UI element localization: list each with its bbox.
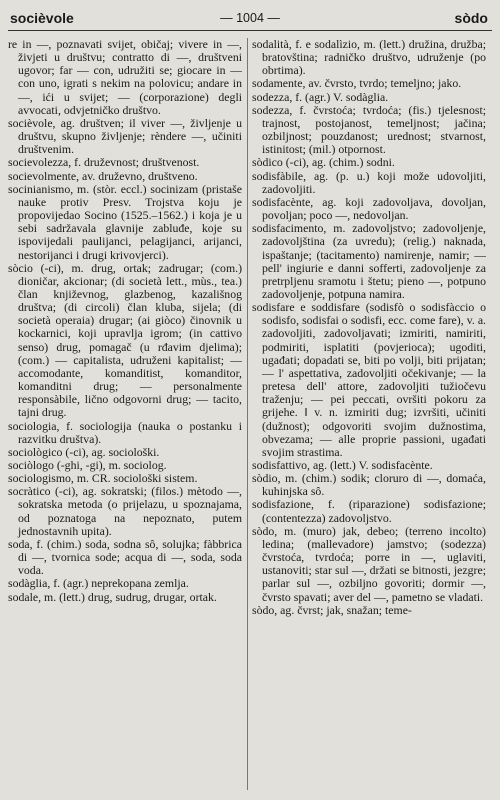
header-right-guide-word: sòdo (454, 10, 488, 26)
dictionary-entry: sòcio (-ci), m. drug, ortak; zadrugar; (com.) dioničar, akcionar; (di società lett., mùs., tea.) član književnog, glazbenog, kazališnog društva; (di circoli) član kluba, sijela; (di società operaia) drugar; (ai giòco) činovnik u kockarnici, koji upravlja igrom; (in cattivo senso) drug, pomagač (u rđavim djelima); (com.) — capitalista, udruženi kapitalist; — accomodante, komanditist, komanditor, komanditni drug; — personalmente responsàbile, lično odgovorni drug; — tacito, tajni drug. (8, 260, 242, 420)
dictionary-entry: sodisfattivo, ag. (lett.) V. sodisfacènte. (252, 458, 433, 472)
dictionary-entry: sociòlogo (-ghi, -gi), m. sociolog. (8, 458, 167, 472)
dictionary-entry: socièvole, ag. društven; il viver —, življenje u društvu, skupno življenje; rèndere —, učiniti društvenim. (8, 115, 242, 157)
dictionary-entry: sòdico (-ci), ag. (chim.) sodni. (252, 155, 395, 170)
dictionary-entry: socievolezza, f. druževnost; društvenost. (8, 155, 200, 170)
dictionary-entry: sodisfazione, f. (riparazione) sodisfazione; (contentezza) zadovoljstvo. (252, 497, 486, 525)
dictionary-entry: sodisfare e soddisfare (sodisfò o sodisfàccio o sodisfo, sodisfai o sodisfi, ecc. come fare), v. a. zadovoljiti, zadovoljavati; izmiriti, namiriti, podmiriti, isplatiti (povjerioca); ugoditi, ugađati; dopadati se, biti po volji, biti prijatan; — l' aspettativa, zadovoljiti očekivanje; — la pretesa dell' attore, zadovoljiti tužiočevu traženju; — pei peccati, ovršiti pokoru za grijehe. ‖ v. n. izmiriti dug; izvršiti, učiniti (dužnost); odgovoriti svojim dužnostima, obvezama; — alle proprie passioni, ugađati svojim strastima. (252, 300, 486, 459)
dictionary-entry: sòdio, m. (chim.) sodik; cloruro di —, domaća, kuhinjska sô. (252, 471, 486, 499)
page-header (8, 8, 492, 31)
page-number: — 1004 — (220, 11, 280, 25)
dictionary-entry: sodezza, f. (agr.) V. sodàglia. (252, 89, 389, 104)
dictionary-entry: sodisfacènte, ag. koji zadovoljava, dovoljan, povoljan; poco —, nedovoljan. (252, 194, 486, 223)
dictionary-entry: sodale, m. (lett.) drug, sudrug, drugar, ortak. (8, 589, 217, 604)
left-column (8, 38, 242, 795)
dictionary-entry: sòdo, m. (muro) jak, debeo; (terreno incolto) ledina; (mallevadore) jamstvo; (sodezza) čvrstoća, tvrdoća; porre in —, uglaviti, ustanoviti; star sul —, držati se bitnosti, jezgre; parlar sul —, ozbiljno govoriti; dormir —, čvrsto spavati; aver del —, pametno se vladati. (252, 523, 486, 604)
dictionary-entry: sodisfacimento, m. zadovoljstvo; zadovoljenje, zadovoljština (za uvredu); (relig.) naknada, ispaštanje; (tacitamento) namirenje, namir; — pell' ingiurie e danni sofferti, zadovoljenje za pretrpljenu sramotu i štetu; pieno —, potpuno zadovoljenje, potpuna namira. (252, 221, 486, 301)
column-divider (247, 38, 248, 790)
dictionary-entry: sodalità, f. e sodalìzio, m. (lett.) družina, družba; bratovština; radničko društvo, udruženje (po obrtima). (252, 38, 486, 78)
dictionary-entry: sociologismo, m. CR. sociološki sistem. (8, 471, 198, 486)
right-column (252, 38, 486, 795)
dictionary-entry: sodisfàbile, ag. (p. u.) koji može udovoljiti, zadovoljiti. (252, 168, 486, 196)
dictionary-entry: re in —, poznavati svijet, običaj; vivere in —, živjeti u društvu; contratto di —, društveni ugovor; far — con, udružiti se; giocare in — con uno, igrati s nekim na polovicu; andare in —, ići u svijet; — (corporazione) degli avvocati, odvjetničko društvo. (8, 38, 242, 117)
header-left-guide-word: socièvole (10, 10, 74, 26)
dictionary-entry: sociologia, f. sociologija (nauka o postanku i razvitku društva). (8, 418, 242, 446)
dictionary-entry: socinianismo, m. (stòr. eccl.) socinizam (pristaše nauke protiv Presv. Trojstva koju je propovijedao Socino (1525.–1562.) i koja je u sebi sadržavala glavnije zabluđe, koje su ispovijedali paulijanci, pelagijanci, arijanci, nestorijanci i drugi krivovjerci). (8, 181, 242, 262)
dictionary-entry: soda, f. (chim.) soda, sodna sô, solujka; fàbbrica di —, tvornica sode; acqua di —, soda, soda voda. (8, 536, 242, 578)
dictionary-entry: sòdo, ag. čvrst; jak, snažan; teme- (252, 602, 412, 617)
dictionary-entry: socievolmente, av. druževno, društveno. (8, 168, 198, 183)
dictionary-entry: sodezza, f. čvrstoća; tvrdoća; (fis.) tjelesnost; trajnost, postojanost, temeljnost; jačina; ozbiljnost; pouzdanost; urednost; stvarnost, istinitost; (mil.) otpornost. (252, 102, 486, 157)
dictionary-entry: socràtico (-ci), ag. sokratski; (filos.) mètodo —, sokratska metoda (o prijelazu, u spoznajama, od poznatoga na nepoznato, putem jednostavnih upita). (8, 484, 242, 538)
dictionary-entry: sodàglia, f. (agr.) neprekopana zemlja. (8, 576, 189, 591)
dictionary-entry: sociològico (-ci), ag. sociološki. (8, 444, 160, 459)
dictionary-entry: sodamente, av. čvrsto, tvrdo; temeljno; jako. (252, 76, 462, 91)
